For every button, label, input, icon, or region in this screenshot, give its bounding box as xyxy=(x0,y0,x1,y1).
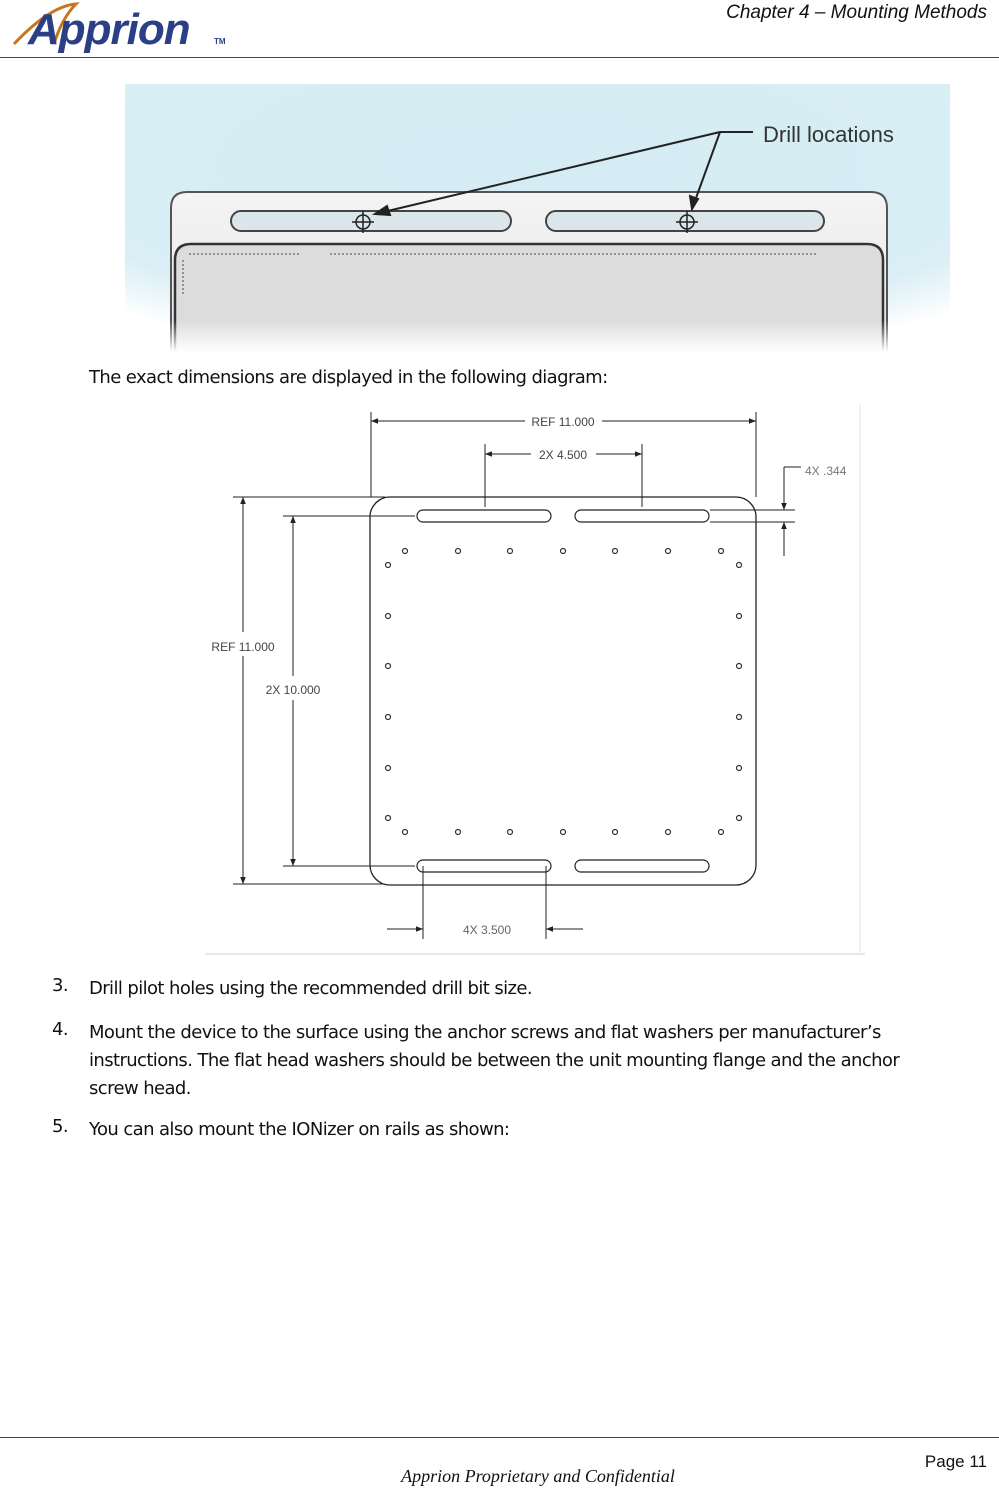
dim-left-2x: 2X 10.000 xyxy=(265,683,321,697)
header-rule xyxy=(0,57,999,58)
dim-left-ref: REF 11.000 xyxy=(211,640,275,654)
page-number: Page 11 xyxy=(924,1452,987,1471)
dimension-diagram xyxy=(205,404,865,959)
step-text: Drill pilot holes using the recommended drill bit size. xyxy=(89,978,532,999)
step-number: 5. xyxy=(52,1116,68,1137)
drill-locations-figure xyxy=(125,84,950,352)
mount-slot xyxy=(575,860,709,872)
chapter-title: Chapter 4 – Mounting Methods xyxy=(726,2,987,23)
dim-slot-width: 4X .344 xyxy=(805,464,847,478)
step-text: screw head. xyxy=(89,1078,191,1099)
confidential-notice: Apprion Proprietary and Confidential xyxy=(401,1466,675,1486)
step-number: 3. xyxy=(52,975,68,996)
logo-tm: TM xyxy=(214,37,226,46)
dim-slot-spacing: 2X 4.500 xyxy=(538,448,588,462)
mount-slot xyxy=(575,510,709,522)
mounting-plate xyxy=(370,497,756,885)
mount-slot xyxy=(417,860,551,872)
dim-bottom: 4X 3.500 xyxy=(462,923,512,937)
mount-slot xyxy=(417,510,551,522)
step-number: 4. xyxy=(52,1019,68,1040)
step-text: You can also mount the IONizer on rails as shown: xyxy=(89,1119,510,1140)
mount-slot xyxy=(231,211,511,231)
logo-text: Apprion xyxy=(28,5,190,54)
apprion-logo xyxy=(10,0,230,58)
step-text: instructions. The flat head washers should be between the unit mounting flange and the anchor xyxy=(89,1050,900,1071)
footer-rule xyxy=(0,1437,999,1438)
intro-text: The exact dimensions are displayed in the following diagram: xyxy=(89,367,608,388)
dim-top-ref: REF 11.000 xyxy=(531,415,595,429)
step-text: Mount the device to the surface using the anchor screws and flat washers per manufacturer’s xyxy=(89,1022,881,1043)
drill-locations-label: Drill locations xyxy=(763,122,894,147)
